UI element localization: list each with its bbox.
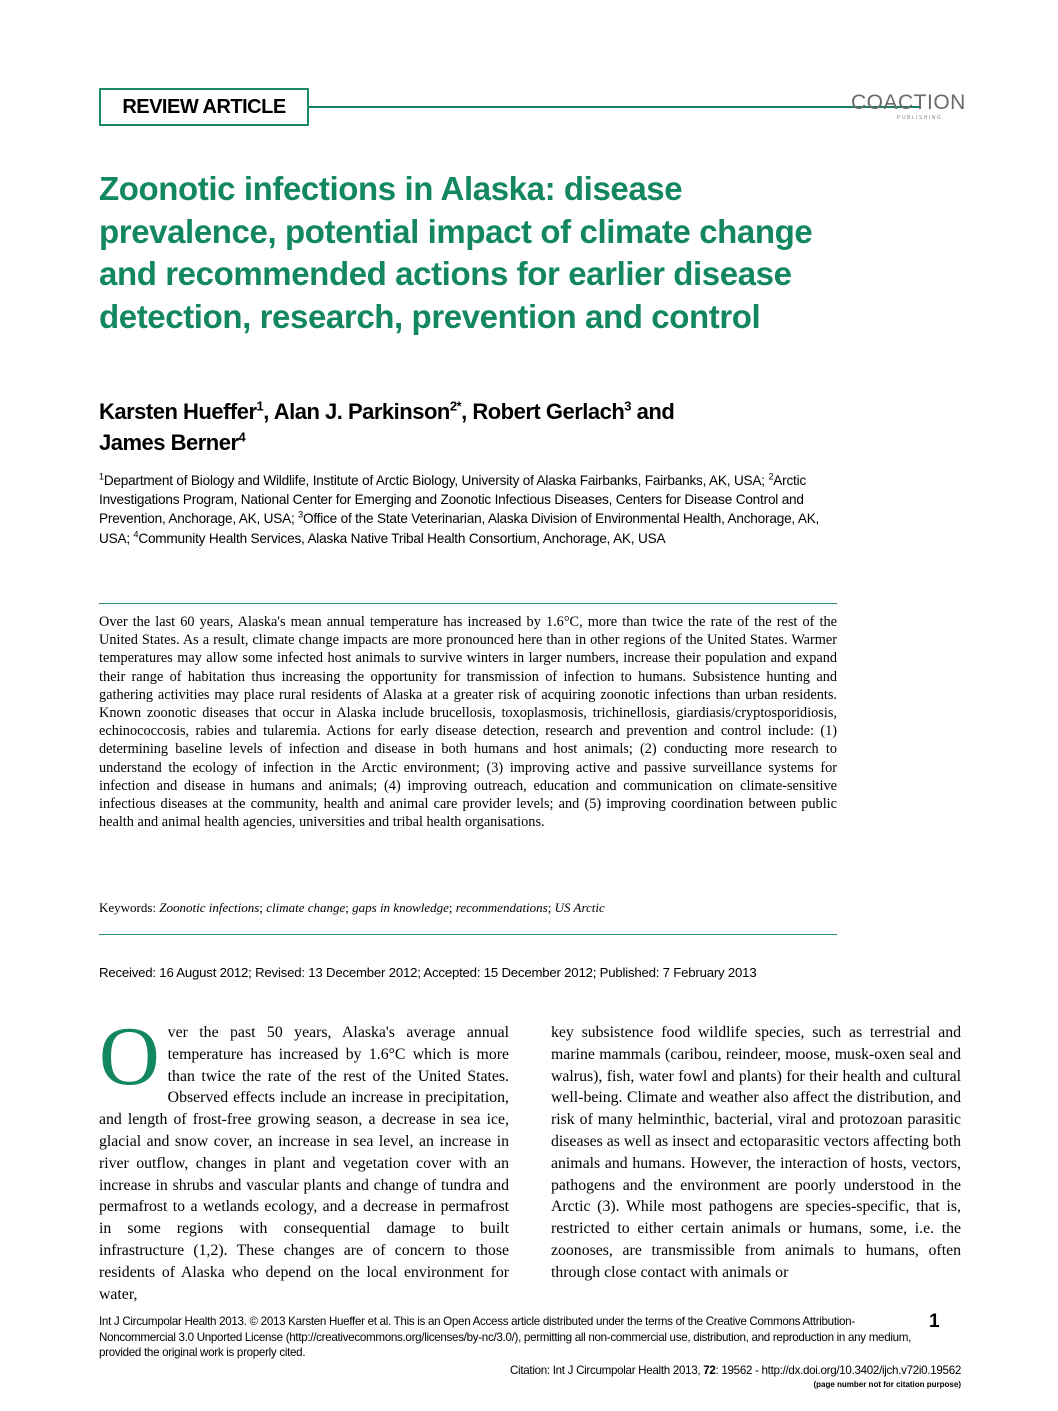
keyword[interactable]: recommendations xyxy=(455,900,548,915)
publisher-logo-text: COACTION xyxy=(851,91,966,114)
affiliation: Community Health Services, Alaska Native Tribal Health Consortium, Anchorage, AK, USA xyxy=(138,530,666,546)
author[interactable]: James Berner$^4$ xyxy=(99,429,246,455)
keywords: Keywords: Zoonotic infections; climate change; gaps in knowledge; recommendations; US Arctic xyxy=(99,900,605,915)
article-title: Zoonotic infections in Alaska: disease prevalence, potential impact of climate change and recommended actions for earlier disease detection, research, prevention and control xyxy=(99,170,813,335)
publisher-logo-subtitle: PUBLISHING xyxy=(897,115,943,121)
page-number: 1 xyxy=(929,1311,940,1332)
body-column-left xyxy=(99,1010,509,1305)
abstract-top-rule xyxy=(99,603,837,604)
keyword[interactable]: Zoonotic infections xyxy=(159,900,260,915)
keyword[interactable]: gaps in knowledge xyxy=(352,900,449,915)
page-header xyxy=(99,88,966,130)
body-column-right: key subsistence food wildlife species, such as terrestrial and marine mammals (caribou, reindeer, moose, musk-oxen seal and walrus), fish, water fowl and plants) for their health and cultural well-being. Climate and weather also affect the distribution, and risk of many helminthic, bacterial, viral and protozoan parasitic diseases as well as insect and ectoparasitic vectors affecting both animals and humans. However, the interaction of hosts, vectors, pathogens and the environment are poorly understood in the Arctic (3). While most pathogens are species-specific, that is, restricted to either certain animals or humans, some, i.e. the zoonoses, are transmissible from animals to humans, often through close contact with animals or xyxy=(551,1024,961,1281)
doi-link[interactable]: : 19562 - http://dx.doi.org/10.3402/ijch.v72i0.19562 xyxy=(715,1363,961,1377)
author[interactable]: Karsten Hueffer$^1$ xyxy=(99,398,264,424)
abstract: Over the last 60 years, Alaska's mean annual temperature has increased by 1.6°C, more than twice the rate of the rest of the United States. As a result, climate change impacts are more pronounced here than in other regions of the United States. Warmer temperatures may allow some infected host animals to survive winters in larger numbers, increase their population and expand their range of habitation thus increasing the opportunity for transmission of infection to humans. Subsistence hunting and gathering activities may place rural residents of Alaska at a greater risk of acquiring zoonotic infections than urban residents. Known zoonotic diseases that occur in Alaska include brucellosis, toxoplasmosis, trichinellosis, giardiasis/cryptosporidiosis, echinococcosis, rabies and tularemia. Actions for early disease detection, research and prevention and control include: (1) determining baseline levels of infection and disease in both humans and host animals; (2) conducting more research to understand the ecology of infection in the Arctic environment; (3) improving active and passive surveillance systems for infection and disease in humans and animals; (4) improving outreach, education and communication on climate-sensitive infectious diseases at the community, health and animal care provider levels; and (5) improving coordination between public health and animal health agencies, universities and tribal health organisations. xyxy=(99,614,837,831)
citation: Citation: Int J Circumpolar Health 2013, 72: 19562 - http://dx.doi.org/10.3402/ijch.v72i0.19562 xyxy=(509,1363,961,1377)
body-text: ver the past 50 years, Alaska's average annual temperature has increased by 1.6°C which is more than twice the rate of the rest of the United States. Observed effects include an increase in precipitation, and length of frost-free growing season, a decrease in sea ice, glacial and snow cover, an increase in sea level, an increase in river outflow, changes in plant and vegetation cover with an increase in shrubs and vascular plants and change of tundra and permafrost to a wetlands ecology, and a decrease in permafrost in some regions with consequential damage to built infrastructure (1,2). These changes are of concern to those residents of Alaska who depend on the local environment for water, xyxy=(99,1024,509,1303)
page-footer xyxy=(99,1311,961,1390)
drop-cap: O xyxy=(99,1010,160,1103)
publication-dates: Received: 16 August 2012; Revised: 13 December 2012; Accepted: 15 December 2012; Published: 7 February 2013 xyxy=(99,965,757,980)
keyword[interactable]: US Arctic xyxy=(554,900,605,915)
affiliation: Arctic Investigations Program, National Center for Emerging and Zoonotic Infectious Diseases, Centers for Disease Control and Prevention, Anchorage, AK, USA; xyxy=(99,473,807,527)
publisher-logo xyxy=(851,91,966,121)
author-list: Karsten Hueffer$^1$, Alan J. Parkinson$^{2*}$, Robert Gerlach$^3$ and James Berner$^4$ xyxy=(99,398,675,455)
keywords-label: Keywords: xyxy=(99,900,160,915)
header-rule xyxy=(309,106,921,108)
author[interactable]: Robert Gerlach$^3$ xyxy=(472,398,632,424)
affiliation: Department of Biology and Wildlife, Institute of Arctic Biology, University of Alaska Fairbanks, Fairbanks, AK, USA; xyxy=(103,473,769,488)
license-footer: Int J Circumpolar Health 2013. © 2013 Karsten Hueffer et al. This is an Open Access article distributed under the terms of the Creative Commons Attribution-Noncommercial 3.0 Unported License (http://creativecommons.org/licenses/by-nc/3.0/), permitting all non-commercial use, distribution, and reproduction in any medium, provided the original work is properly cited. xyxy=(99,1315,912,1359)
author[interactable]: Alan J. Parkinson$^{2*}$ xyxy=(273,398,462,424)
page-note: (page number not for citation purpose) xyxy=(813,1379,961,1389)
abstract-bottom-rule xyxy=(99,934,837,935)
article-type-badge: REVIEW ARTICLE xyxy=(99,88,309,126)
affiliation: Office of the State Veterinarian, Alaska Division of Environmental Health, Anchorage, AK, USA; xyxy=(99,511,820,546)
affiliations: $^1$Department of Biology and Wildlife, Institute of Arctic Biology, University of Alaska Fairbanks, Fairbanks, AK, USA; $^2$Arctic Investigations Program, National Center for Emerging and Zoonotic Infectious Diseases, Centers for Disease Control and Prevention, Anchorage, AK, USA; $^3$Office of the State Veterinarian, Alaska Division of Environmental Health, Anchorage, AK, USA; $^4$Community Health Services, Alaska Native Tribal Health Consortium, Anchorage, AK, USA xyxy=(99,471,820,546)
keyword[interactable]: climate change xyxy=(266,900,346,915)
